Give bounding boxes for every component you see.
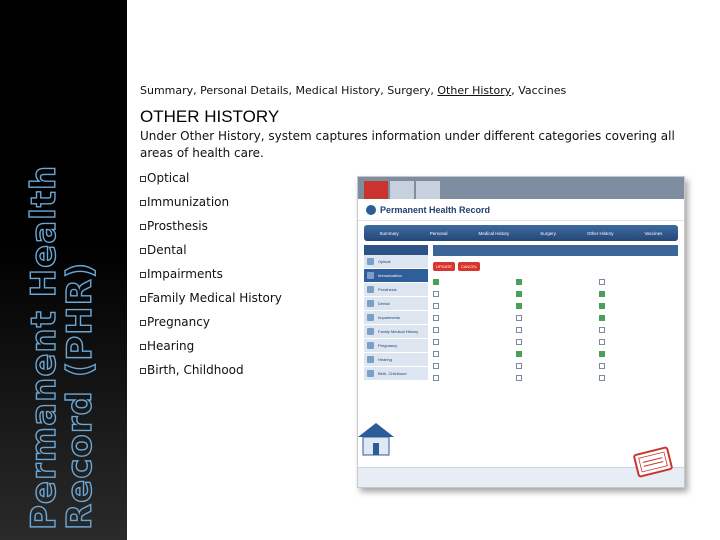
screenshot-checkbox [516, 337, 595, 346]
list-item: Hearing [140, 338, 282, 362]
intro-text: Under Other History, system captures information under different categories covering all areas of health care. [140, 129, 675, 160]
screenshot-checkbox [516, 325, 595, 334]
screenshot-checkbox [516, 361, 595, 370]
screenshot-checkbox [433, 301, 512, 310]
list-item: Prosthesis [140, 218, 282, 242]
bullet-box-icon [140, 368, 146, 374]
screenshot-checkbox [433, 277, 512, 286]
screenshot-checkbox [599, 325, 678, 334]
screenshot-checkbox [516, 289, 595, 298]
screenshot-checkbox [433, 289, 512, 298]
screenshot-checkbox [433, 337, 512, 346]
screenshot-checkbox-grid [433, 277, 678, 382]
screenshot-checkbox [433, 349, 512, 358]
screenshot-cancel-button: CANCEL [458, 262, 480, 271]
screenshot-checkbox [599, 277, 678, 286]
app-screenshot [357, 176, 685, 488]
screenshot-checkbox [599, 313, 678, 322]
bullet-box-icon [140, 320, 146, 326]
breadcrumb-prefix: Summary, Personal Details, Medical History, Surgery, [140, 84, 438, 97]
screenshot-tab [390, 181, 414, 199]
bullet-box-icon [140, 200, 146, 206]
screenshot-checkbox [433, 361, 512, 370]
screenshot-checkbox [433, 313, 512, 322]
screenshot-sidebar-item: Birth, Childhood [364, 367, 428, 381]
screenshot-checkbox [599, 301, 678, 310]
screenshot-panel-header [433, 245, 678, 256]
vertical-title: Permanent Health Record (PHR) [24, 164, 100, 530]
screenshot-checkbox [599, 349, 678, 358]
screenshot-tab [416, 181, 440, 199]
screenshot-checkbox [599, 289, 678, 298]
screenshot-step: Medical History [478, 230, 510, 236]
breadcrumb-suffix: , Vaccines [511, 84, 567, 97]
screenshot-checkbox [433, 325, 512, 334]
screenshot-checkbox [599, 361, 678, 370]
screenshot-checkbox [516, 277, 595, 286]
breadcrumb [140, 84, 700, 97]
screenshot-sidebar-item: Optical [364, 255, 428, 269]
screenshot-sidebar-item: Hearing [364, 353, 428, 367]
screenshot-body [358, 245, 684, 382]
section-heading: OTHER HISTORY [140, 107, 280, 126]
screenshot-sidebar-item: Immunization [364, 269, 428, 283]
bullet-box-icon [140, 296, 146, 302]
screenshot-step-nav [364, 225, 678, 241]
screenshot-sidebar-header [364, 245, 428, 255]
screenshot-top-tabs [358, 177, 684, 199]
screenshot-app-title: Permanent Health Record [380, 204, 491, 215]
bullet-box-icon [140, 176, 146, 182]
screenshot-title-bar [358, 199, 684, 221]
bullet-box-icon [140, 272, 146, 278]
list-item: Family Medical History [140, 290, 282, 314]
screenshot-checkbox [516, 301, 595, 310]
screenshot-checkbox [516, 373, 595, 382]
screenshot-update-button: UPDATE [433, 262, 455, 271]
bullet-box-icon [140, 224, 146, 230]
screenshot-checkbox [599, 373, 678, 382]
house-logo-icon [357, 421, 396, 457]
list-item: Impairments [140, 266, 282, 290]
list-item: Optical [140, 170, 282, 194]
screenshot-sidebar-item: Family Medical History [364, 325, 428, 339]
list-item: Immunization [140, 194, 282, 218]
screenshot-sidebar [364, 245, 428, 382]
screenshot-checkbox [516, 349, 595, 358]
category-list [140, 170, 282, 386]
screenshot-step: Summary [379, 230, 399, 236]
bullet-box-icon [140, 344, 146, 350]
screenshot-checkbox [516, 313, 595, 322]
screenshot-sidebar-item: Dental [364, 297, 428, 311]
bullet-box-icon [140, 248, 146, 254]
screenshot-main-panel [433, 245, 678, 382]
screenshot-checkbox [599, 337, 678, 346]
app-logo-icon [366, 205, 376, 215]
screenshot-step: Surgery [540, 230, 556, 236]
list-item: Dental [140, 242, 282, 266]
screenshot-sidebar-item: Prosthesis [364, 283, 428, 297]
list-item: Pregnancy [140, 314, 282, 338]
screenshot-sidebar-item: Pregnancy [364, 339, 428, 353]
screenshot-buttons [433, 262, 678, 271]
screenshot-step: Other History [586, 230, 614, 236]
screenshot-step: Vaccines [644, 230, 663, 236]
screenshot-checkbox [433, 373, 512, 382]
screenshot-tab [364, 181, 388, 199]
breadcrumb-current[interactable]: Other History [437, 84, 512, 97]
screenshot-sidebar-item: Impairments [364, 311, 428, 325]
screenshot-step: Personal [429, 230, 448, 236]
list-item: Birth, Childhood [140, 362, 282, 386]
